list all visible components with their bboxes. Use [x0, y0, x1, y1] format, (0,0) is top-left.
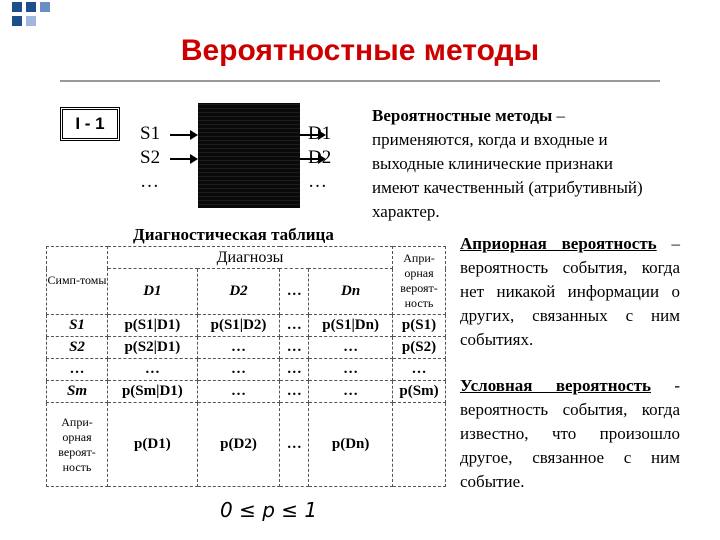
- conditional-body: - вероятность события, когда известно, что произошло другое, связанное с ним событие.: [460, 376, 681, 491]
- table-caption: Диагностическая таблица: [133, 225, 334, 244]
- symptom-cell: S2: [47, 337, 108, 359]
- table-row: [47, 381, 446, 403]
- table-row: [47, 359, 446, 381]
- diagram-input-1: S1: [140, 123, 161, 144]
- prob-cell: …: [280, 315, 309, 337]
- prob-cell: …: [197, 381, 280, 403]
- apriori-diag-cell: p(Dn): [309, 403, 393, 487]
- prob-cell: p(S1|D1): [108, 315, 198, 337]
- definition-term: Вероятностные методы: [372, 106, 553, 125]
- prob-cell: …: [280, 381, 309, 403]
- empty-cell: [393, 403, 446, 487]
- col-apriori-header: Апри-орная вероят-ность: [393, 247, 446, 315]
- symptom-cell: Sm: [47, 381, 108, 403]
- apriori-cell: …: [393, 359, 446, 381]
- probability-inequality: 0 ≤ p ≤ 1: [220, 498, 318, 522]
- apriori-cell: p(S2): [393, 337, 446, 359]
- diagram-label-box: I - 1: [60, 107, 120, 141]
- conditional-term: Условная вероятность: [460, 376, 651, 395]
- prob-cell: p(Sm|D1): [108, 381, 198, 403]
- apriori-row: [47, 403, 446, 487]
- prob-cell: …: [309, 337, 393, 359]
- input-arrow-1: [170, 134, 192, 136]
- diagram-output-2: D2: [308, 147, 332, 168]
- prob-cell: p(S1|D2): [197, 315, 280, 337]
- apriori-row-label: Апри-орная вероят-ность: [47, 403, 108, 487]
- conditional-definition: [460, 374, 680, 494]
- definition-text: [372, 104, 662, 224]
- table-row: [47, 337, 446, 359]
- prob-cell: …: [197, 359, 280, 381]
- apriori-definition: [460, 232, 680, 352]
- apriori-cell: p(Sm): [393, 381, 446, 403]
- diagram-output-3: …: [308, 171, 327, 192]
- decor-square-5: [26, 16, 36, 26]
- definition-body: – применяются, когда и входные и выходные клинические признаки имеют качественный (атрибутивный) характер.: [372, 106, 643, 221]
- prob-cell: …: [280, 359, 309, 381]
- prob-cell: p(S2|D1): [108, 337, 198, 359]
- diagnostic-table: [46, 246, 446, 487]
- apriori-diag-cell: p(D1): [108, 403, 198, 487]
- col-symptoms-header: Симп-томы: [47, 247, 108, 315]
- prob-cell: …: [108, 359, 198, 381]
- symptom-cell: …: [47, 359, 108, 381]
- prob-cell: p(S1|Dn): [309, 315, 393, 337]
- prob-cell: …: [197, 337, 280, 359]
- col-diagnoses-header: Диагнозы: [108, 247, 393, 269]
- decor-square-3: [40, 2, 50, 12]
- title-separator: [60, 80, 660, 82]
- diag-head-3: …: [280, 269, 309, 315]
- input-arrow-2: [170, 158, 192, 160]
- diagram-input-3: …: [140, 171, 159, 192]
- table-row: [47, 315, 446, 337]
- decor-square-2: [26, 2, 36, 12]
- apriori-cell: p(S1): [393, 315, 446, 337]
- slide-title: Вероятностные методы: [180, 34, 540, 67]
- decor-square-4: [12, 16, 22, 26]
- prob-cell: …: [280, 337, 309, 359]
- apriori-diag-cell: …: [280, 403, 309, 487]
- diag-head-1: D1: [108, 269, 198, 315]
- apriori-body: – вероятность события, когда нет никакой информации о других, связанных с ним событиях.: [460, 234, 681, 349]
- decor-square-1: [12, 2, 22, 12]
- apriori-term: Априорная вероятность: [460, 234, 657, 253]
- diagram-input-2: S2: [140, 147, 161, 168]
- prob-cell: …: [309, 359, 393, 381]
- black-box: [198, 103, 300, 208]
- diagram-output-1: D1: [308, 123, 332, 144]
- diag-head-2: D2: [197, 269, 280, 315]
- symptom-cell: S1: [47, 315, 108, 337]
- diag-head-4: Dn: [309, 269, 393, 315]
- apriori-diag-cell: p(D2): [197, 403, 280, 487]
- prob-cell: …: [309, 381, 393, 403]
